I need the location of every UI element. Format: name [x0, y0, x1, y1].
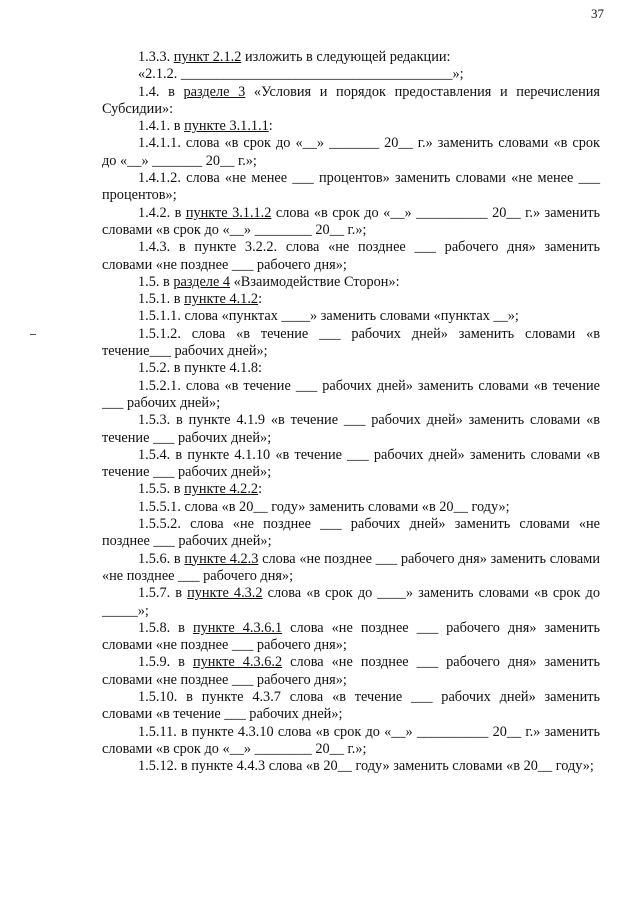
paragraph-text: 1.5.8. в: [138, 619, 193, 636]
paragraph: [102, 689, 600, 724]
clause-reference-link: пункте 4.1.2: [184, 291, 259, 308]
clause-reference-link: пункте 4.3.6.2: [192, 654, 283, 671]
paragraph-text: «2.1.2. ______________________________________»;: [138, 66, 464, 83]
clause-reference-link: пункте 4.3.2: [187, 585, 263, 602]
paragraph: [102, 170, 600, 205]
paragraph: [102, 481, 600, 498]
paragraph: [102, 66, 600, 83]
paragraph-text: 1.5.4. в пункте 4.1.10 «в течение ___ рабочих дней» заменить словами «в течение ___ рабочих дней»;: [102, 446, 600, 481]
paragraph: [102, 205, 600, 240]
paragraph-text: 1.5.7. в: [138, 585, 188, 602]
clause-reference-link: пункте 4.2.2: [184, 481, 259, 498]
paragraph: [102, 585, 600, 620]
paragraph-text: «Условия и порядок предоставления и перечисления Субсидии»:: [102, 83, 600, 117]
paragraph-text: 1.5.9. в: [138, 654, 193, 671]
paragraph: [102, 308, 600, 325]
paragraph-text: 1.5.11. в пункте 4.3.10 слова «в срок до «__» __________ 20__ г.» заменить словами «в срок до «__» ________ 20__ г.»;: [102, 723, 600, 757]
clause-reference-link: пункт 2.1.2: [173, 49, 242, 65]
paragraph: [102, 724, 600, 759]
paragraph-text: 1.5.1.1. слова «пунктах ____» заменить словами «пунктах __»;: [138, 308, 519, 325]
paragraph-text: 1.5.1. в: [138, 291, 185, 308]
paragraph-text: изложить в следующей редакции:: [241, 49, 451, 65]
paragraph: [102, 654, 600, 689]
paragraph-text: :: [258, 291, 263, 308]
paragraph-text: 1.5.12. в пункте 4.4.3 слова «в 20__ году» заменить словами «в 20__ году»;: [138, 758, 594, 775]
paragraph: [102, 118, 600, 135]
paragraph: [102, 239, 600, 274]
clause-reference-link: разделе 4: [173, 273, 231, 290]
paragraph-text: 1.4.1.2. слова «не менее ___ процентов» заменить словами «не менее ___ процентов»;: [102, 170, 600, 204]
paragraph: [102, 551, 600, 586]
paragraph: [102, 49, 600, 66]
paragraph-text: 1.5.2.1. слова «в течение ___ рабочих дней» заменить словами «в течение ___ рабочих дней»;: [102, 377, 600, 411]
paragraph-text: 1.4.1. в: [138, 118, 185, 135]
paragraph-text: 1.5.6. в: [138, 550, 185, 567]
paragraph: [102, 499, 600, 516]
paragraph-text: :: [268, 118, 273, 135]
clause-reference-link: пункте 3.1.1.2: [185, 204, 272, 221]
paragraph: [102, 135, 600, 170]
paragraph-text: 1.5.5.2. слова «не позднее ___ рабочих дней» заменить словами «не позднее ___ рабочих дней»;: [102, 516, 600, 550]
paragraph: [102, 326, 600, 361]
paragraph: [102, 447, 600, 482]
clause-reference-link: пункте 4.3.6.1: [192, 619, 283, 636]
paragraph-text: слова «в срок до «__» __________ 20__ г.» заменить словами «в срок до «__» ________ 20__ г.»;: [102, 204, 600, 238]
paragraph-text: слова «в срок до ____» заменить словами «в срок до _____»;: [102, 585, 600, 619]
paragraph: [102, 84, 600, 119]
paragraph-text: 1.5.10. в пункте 4.3.7 слова «в течение ___ рабочих дней» заменить словами «в течение ___ рабочих дней»;: [102, 688, 600, 723]
document-body: [102, 49, 600, 775]
paragraph-text: 1.5.2. в пункте 4.1.8:: [138, 360, 263, 377]
paragraph-text: «Взаимодействие Сторон»:: [230, 273, 400, 290]
clause-reference-link: пункте 4.2.3: [184, 550, 259, 567]
clause-reference-link: разделе 3: [183, 83, 246, 100]
paragraph-text: слова «не позднее ___ рабочего дня» заменить словами «не позднее ___ рабочего дня»;: [102, 619, 600, 654]
paragraph-text: 1.3.3.: [138, 49, 174, 65]
paragraph: [102, 620, 600, 655]
paragraph: [102, 360, 600, 377]
paragraph-text: 1.4.3. в пункте 3.2.2. слова «не позднее ___ рабочего дня» заменить словами «не позднее ___ рабочего дня»;: [102, 239, 600, 273]
paragraph-text: 1.5. в: [138, 273, 174, 290]
paragraph-text: 1.4.2. в: [138, 204, 186, 221]
paragraph: [102, 291, 600, 308]
paragraph-text: :: [258, 481, 263, 498]
paragraph-text: слова «не позднее ___ рабочего дня» заменить словами «не позднее ___ рабочего дня»;: [102, 550, 600, 584]
paragraph: [102, 412, 600, 447]
paragraph: [102, 758, 600, 775]
paragraph-text: слова «не позднее ___ рабочего дня» заменить словами «не позднее ___ рабочего дня»;: [102, 654, 600, 688]
paragraph-text: 1.4. в: [138, 83, 184, 100]
page-number: 37: [591, 6, 604, 21]
paragraph-text: 1.4.1.1. слова «в срок до «__» _______ 20__ г.» заменить словами «в срок до «__» _______ 20__ г.»;: [102, 135, 600, 169]
paragraph-text: 1.5.3. в пункте 4.1.9 «в течение ___ рабочих дней» заменить словами «в течение ___ рабочих дней»;: [102, 412, 600, 446]
paragraph: [102, 378, 600, 413]
margin-mark: [30, 334, 36, 335]
clause-reference-link: пункте 3.1.1.1: [184, 118, 269, 135]
paragraph-text: 1.5.5.1. слова «в 20__ году» заменить словами «в 20__ году»;: [138, 498, 510, 515]
paragraph: [102, 516, 600, 551]
paragraph-text: 1.5.1.2. слова «в течение ___ рабочих дней» заменить словами «в течение___ рабочих дней»;: [102, 325, 600, 360]
paragraph: [102, 274, 600, 291]
paragraph-text: 1.5.5. в: [138, 481, 185, 498]
